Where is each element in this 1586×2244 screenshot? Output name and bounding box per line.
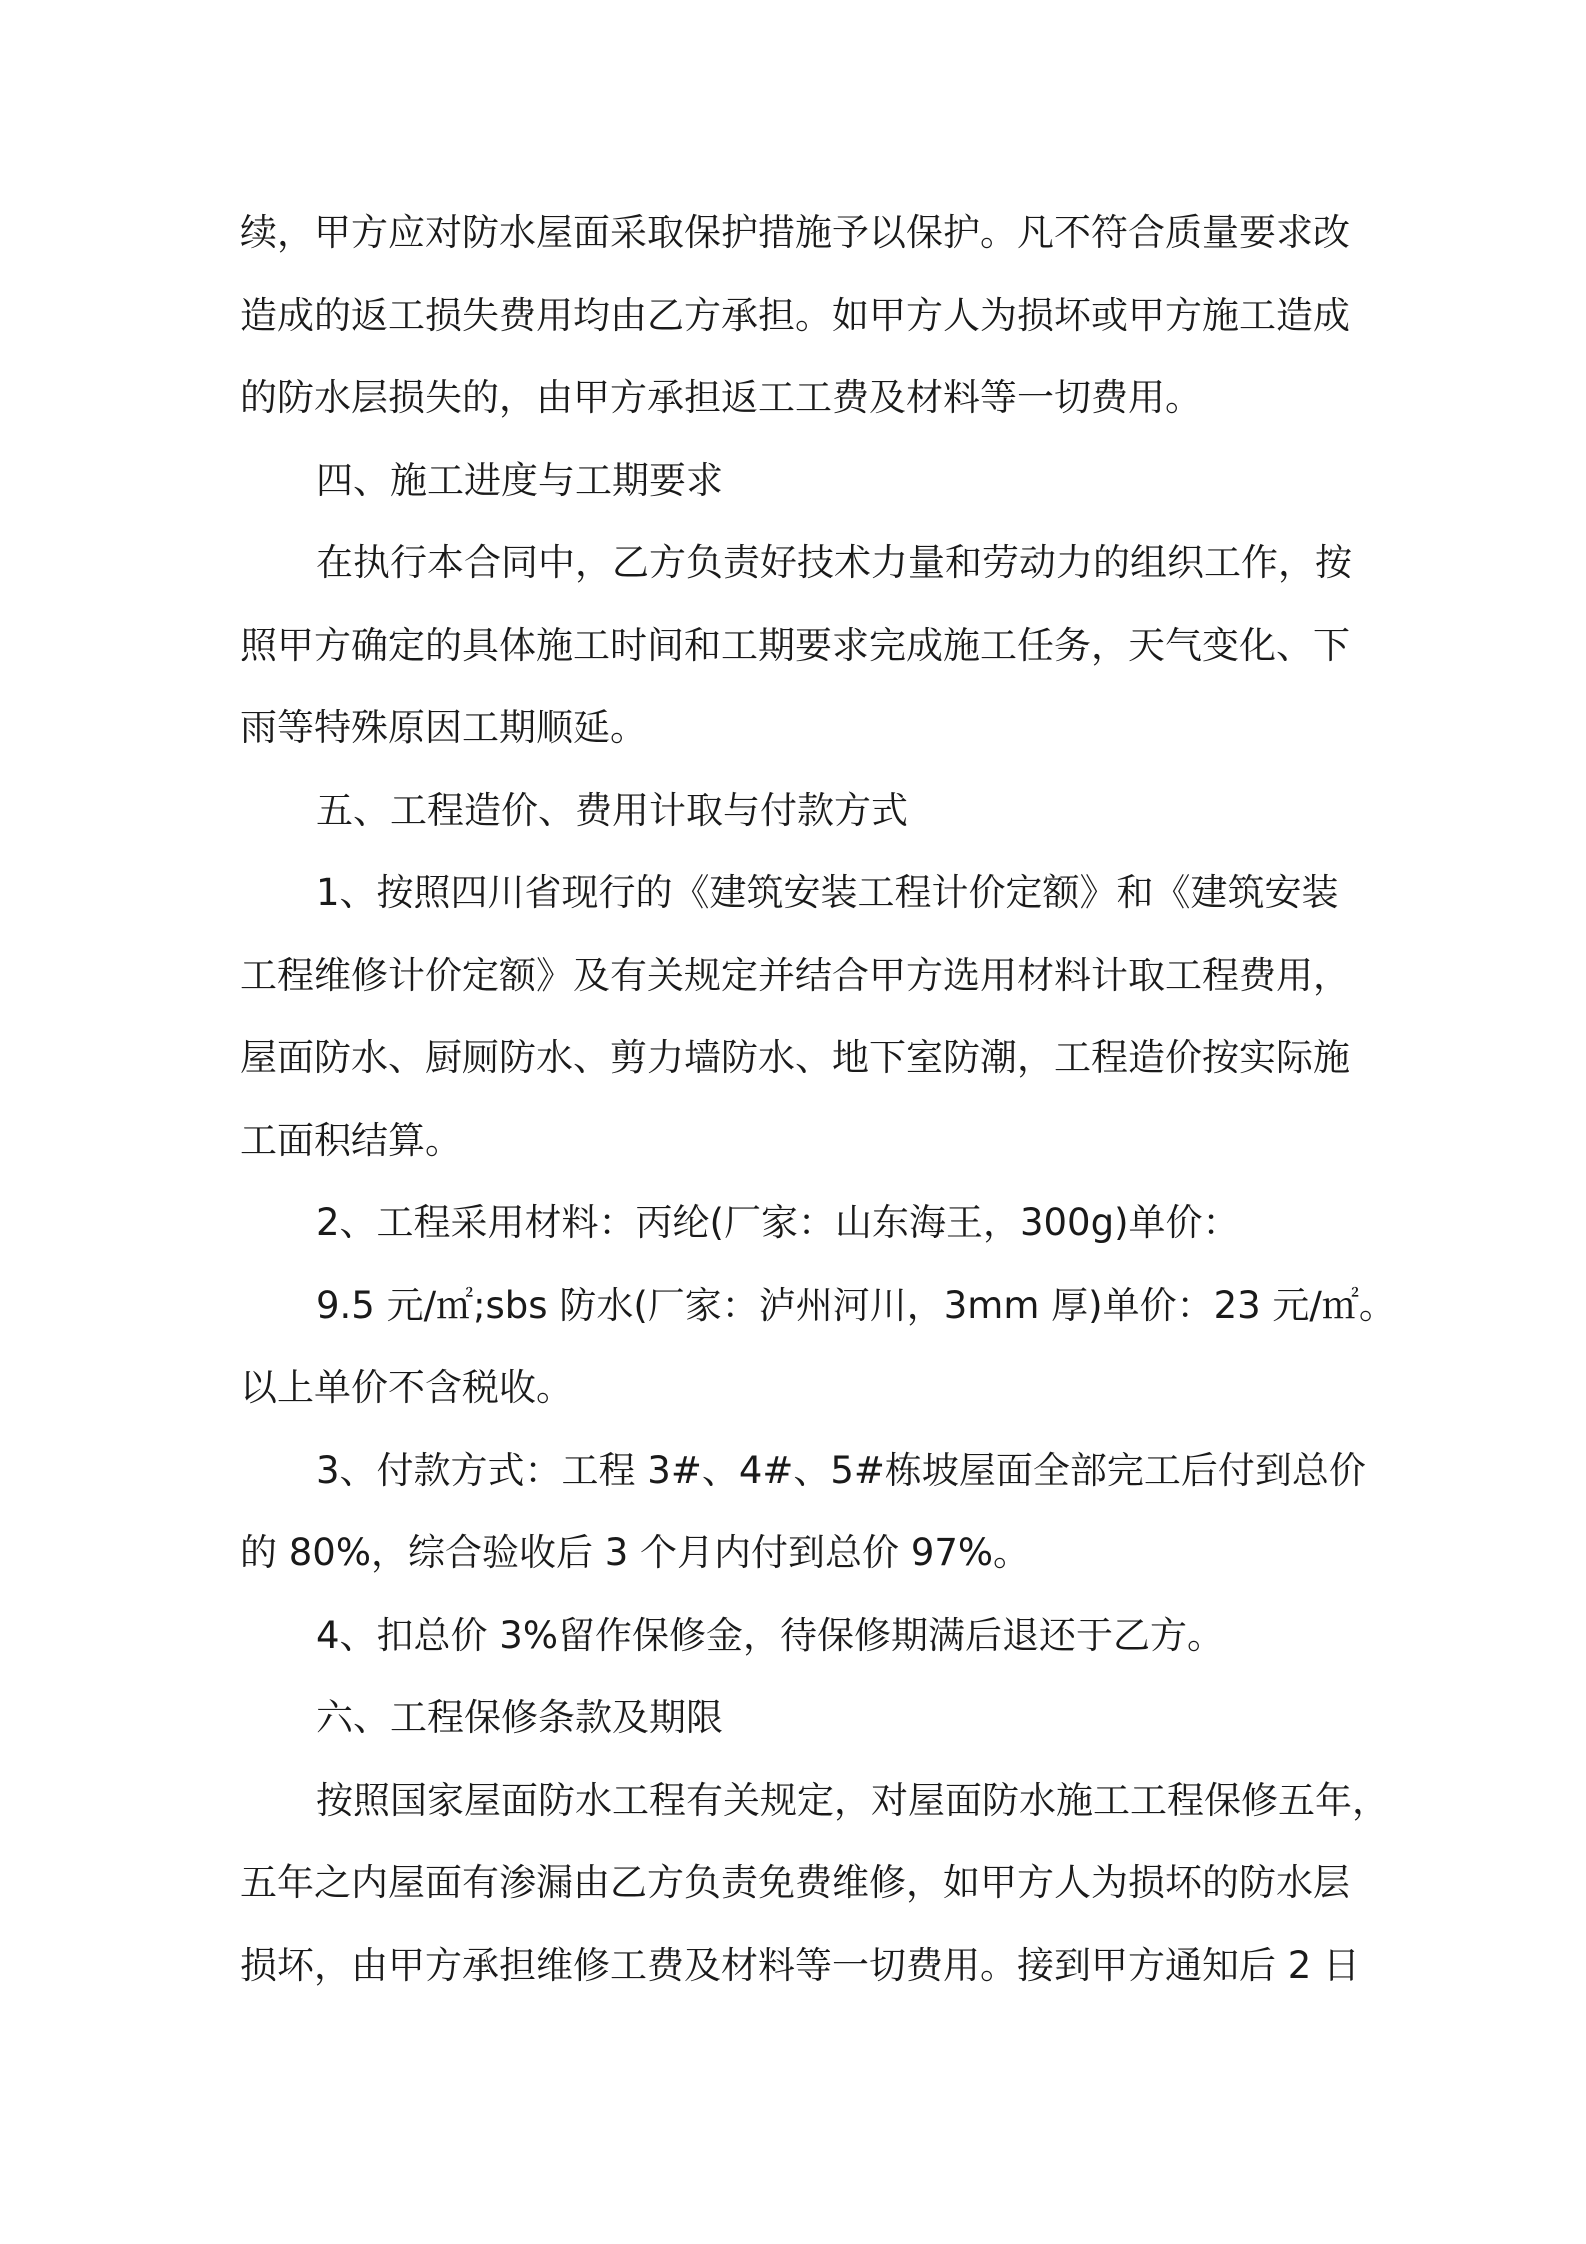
text-line: 五年之内屋面有渗漏由乙方负责免费维修，如甲方人为损坏的防水层 xyxy=(240,1861,1350,1904)
text-line: 造成的返工损失费用均由乙方承担。如甲方人为损坏或甲方施工造成 xyxy=(240,293,1350,337)
text-line: 以上单价不含税收。 xyxy=(240,1366,573,1409)
text-line: 工程维修计价定额》及有关规定并结合甲方选用材料计取工程费用， xyxy=(240,953,1350,997)
text-line: 1、按照四川省现行的《建筑安装工程计价定额》和《建筑安装 xyxy=(316,871,1339,914)
text-line: 屋面防水、厨厕防水、剪力墙防水、地下室防潮，工程造价按实际施 xyxy=(240,1036,1350,1079)
text-line: 2、工程采用材料：丙纶(厂家：山东海王，300g)单价： xyxy=(316,1201,1240,1244)
text-line: 工面积结算。 xyxy=(240,1118,462,1162)
text-line: 雨等特殊原因工期顺延。 xyxy=(240,706,647,749)
text-line: 9.5 元/㎡;sbs 防水(厂家：泸州河川，3mm 厚)单价：23 元/㎡。 xyxy=(316,1283,1396,1327)
text-line: 的 80%，综合验收后 3 个月内付到总价 97%。 xyxy=(240,1531,1031,1574)
text-line: 照甲方确定的具体施工时间和工期要求完成施工任务，天气变化、下 xyxy=(240,623,1350,667)
text-line: 3、付款方式：工程 3#、4#、5#栋坡屋面全部完工后付到总价 xyxy=(316,1448,1366,1492)
text-line: 续，甲方应对防水屋面采取保护措施予以保护。凡不符合质量要求改 xyxy=(240,211,1350,254)
section-heading: 五、工程造价、费用计取与付款方式 xyxy=(316,788,908,832)
document-body xyxy=(240,192,1396,2007)
text-line: 损坏，由甲方承担维修工费及材料等一切费用。接到甲方通知后 2 日 xyxy=(240,1943,1361,1987)
text-line: 的防水层损失的，由甲方承担返工工费及材料等一切费用。 xyxy=(240,376,1202,419)
text-line: 4、扣总价 3%留作保修金，待保修期满后退还于乙方。 xyxy=(316,1613,1224,1657)
text-line: 在执行本合同中，乙方负责好技术力量和劳动力的组织工作，按 xyxy=(316,541,1352,584)
section-heading: 四、施工进度与工期要求 xyxy=(316,458,723,502)
section-heading: 六、工程保修条款及期限 xyxy=(316,1696,723,1739)
text-line: 按照国家屋面防水工程有关规定，对屋面防水施工工程保修五年， xyxy=(316,1778,1389,1822)
